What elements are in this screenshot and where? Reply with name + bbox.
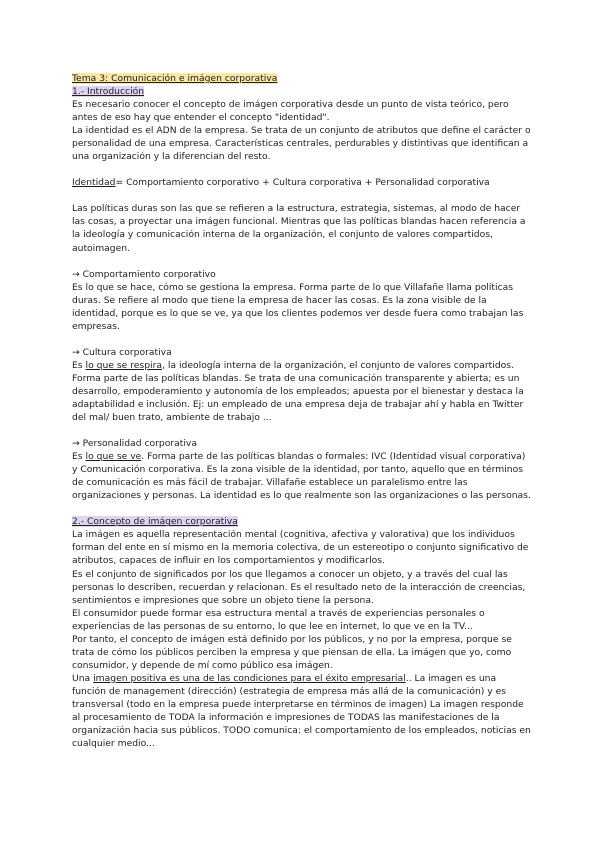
section-2-heading-line bbox=[72, 515, 532, 528]
image-p5-post: .. La imagen es una función de management (dirección) (estrategia de empresa más allá de la comunicación) y es transversal (todo en la empresa puede interpretarse en términos de imagen) La imagen responde al procesamiento de TODA la información e impresiones de TODAS las manifestaciones de la organización hacia sus públicos. TODO comunica: el comportamiento de los empleados, noticias en cualquier medio... bbox=[72, 672, 531, 750]
image-paragraph-4: Por tanto, el concepto de imágen está definido por los públicos, y no por la empresa, porque se trata de cómo los públicos perciben la empresa y que piensan de ella. La imágen que yo, como consumidor, y depende de mí como público esa imágen. bbox=[72, 633, 512, 671]
document-title: Tema 3: Comunicación e imágen corporativa bbox=[72, 73, 278, 84]
personality-heading: → Personalidad corporativa bbox=[72, 438, 197, 450]
behaviour-heading: → Comportamiento corporativo bbox=[72, 268, 216, 280]
image-paragraph-5 bbox=[72, 672, 532, 750]
image-paragraph-2: Es el conjunto de significados por los que llegamos a conocer un objeto, y a través del cual las personas lo describen, recuerdan y relacionan. Es el resultado neto de la interacción de creencias, sentimientos e impresiones que sobre un objeto tiene la persona. bbox=[72, 568, 526, 606]
image-p5-pre: Una bbox=[72, 672, 94, 684]
image-p5-underlined: imagen positiva es una de las condiciones para el éxito empresarial bbox=[93, 672, 406, 684]
image-paragraph-3: El consumidor puede formar esa estructura mental a través de experiencias personales o experiencias de las personas de su entorno, lo que lee en internet, lo que ve en la TV... bbox=[72, 607, 485, 632]
section-1-heading-line bbox=[72, 85, 532, 98]
behaviour-paragraph: Es lo que se hace, cómo se gestiona la empresa. Forma parte de lo que Villafañe llama políticas duras. Se refiere al modo que tiene la empresa de hacer las cosas. Es la zona visible de la identidad, porque es lo que se ve, ya que los clientes podemos ver desde fuera como trabajan las empresas. bbox=[72, 281, 524, 332]
document-title-line bbox=[72, 72, 532, 85]
identity-term: Identidad bbox=[72, 177, 116, 189]
identity-formula-rest: = Comportamiento corporativo + Cultura corporativa + Personalidad corporativa bbox=[115, 177, 490, 189]
policies-paragraph: Las políticas duras son las que se refieren a la estructura, estrategia, sistemas, al modo de hacer las cosas, a proyectar una imágen funcional. Mientras que las políticas blandas hacen referencia a la ideología y comunicación interna de la organización, el conjunto de valores compartidos, autoimagen. bbox=[72, 203, 526, 254]
image-paragraph-1: La imágen es aquella representación mental (cognitiva, afectiva y valorativa) que los individuos forman del ente en sí mismo en la memoria colectiva, de un estereotipo o conjunto significativo de atributos, capaces de influir en los comportamientos y modificarlos. bbox=[72, 529, 529, 567]
document-body bbox=[72, 72, 532, 750]
personality-pre: Es bbox=[72, 451, 86, 463]
culture-pre: Es bbox=[72, 359, 86, 371]
intro-paragraph-2: La identidad es el ADN de la empresa. Se trata de un conjunto de atributos que define el carácter o personalidad de una empresa. Características centrales, perdurables y distintivas que identifican a una organización y la diferencian del resto. bbox=[72, 125, 531, 163]
personality-post: . Forma parte de las políticas blandas o formales: IVC (Identidad visual corporativa) y Comunicación corporativa. Es la zona visible de la identidad, por tanto, aquello que en términos de comunicación es más fácil de trabajar. Villafañe establece un paralelismo entre las organizaciones y personas. La identidad es lo que realmente son las organizaciones o las personas. bbox=[72, 451, 531, 502]
section-2-heading: 2.- Concepto de imágen corporativa bbox=[72, 516, 238, 528]
culture-post: , la ideología interna de la organización, el conjunto de valores compartidos. Forma parte de las políticas blandas. Se trata de una comunicación transparente y abierta; es un desarrollo, empoderamiento y autonomía de los empleados; apuesta por el bienestar y destaca la adaptabilidad e inclusión. Ej: un empleado de una empresa deja de trabajar ahí y habla en Twitter del mal/ buen trato, ambiente de trabajo ... bbox=[72, 359, 524, 424]
culture-heading: → Cultura corporativa bbox=[72, 346, 172, 358]
culture-underlined: lo que se respira bbox=[85, 359, 163, 371]
personality-underlined: lo que se ve bbox=[85, 451, 142, 463]
section-1-heading: 1.- Introducción bbox=[72, 86, 145, 98]
culture-paragraph bbox=[72, 359, 532, 424]
personality-paragraph bbox=[72, 450, 532, 502]
identity-formula bbox=[72, 176, 532, 189]
intro-paragraph-1: Es necesario conocer el concepto de imágen corporativa desde un punto de vista teórico, pero antes de eso hay que entender el concepto "identidad". bbox=[72, 99, 509, 124]
